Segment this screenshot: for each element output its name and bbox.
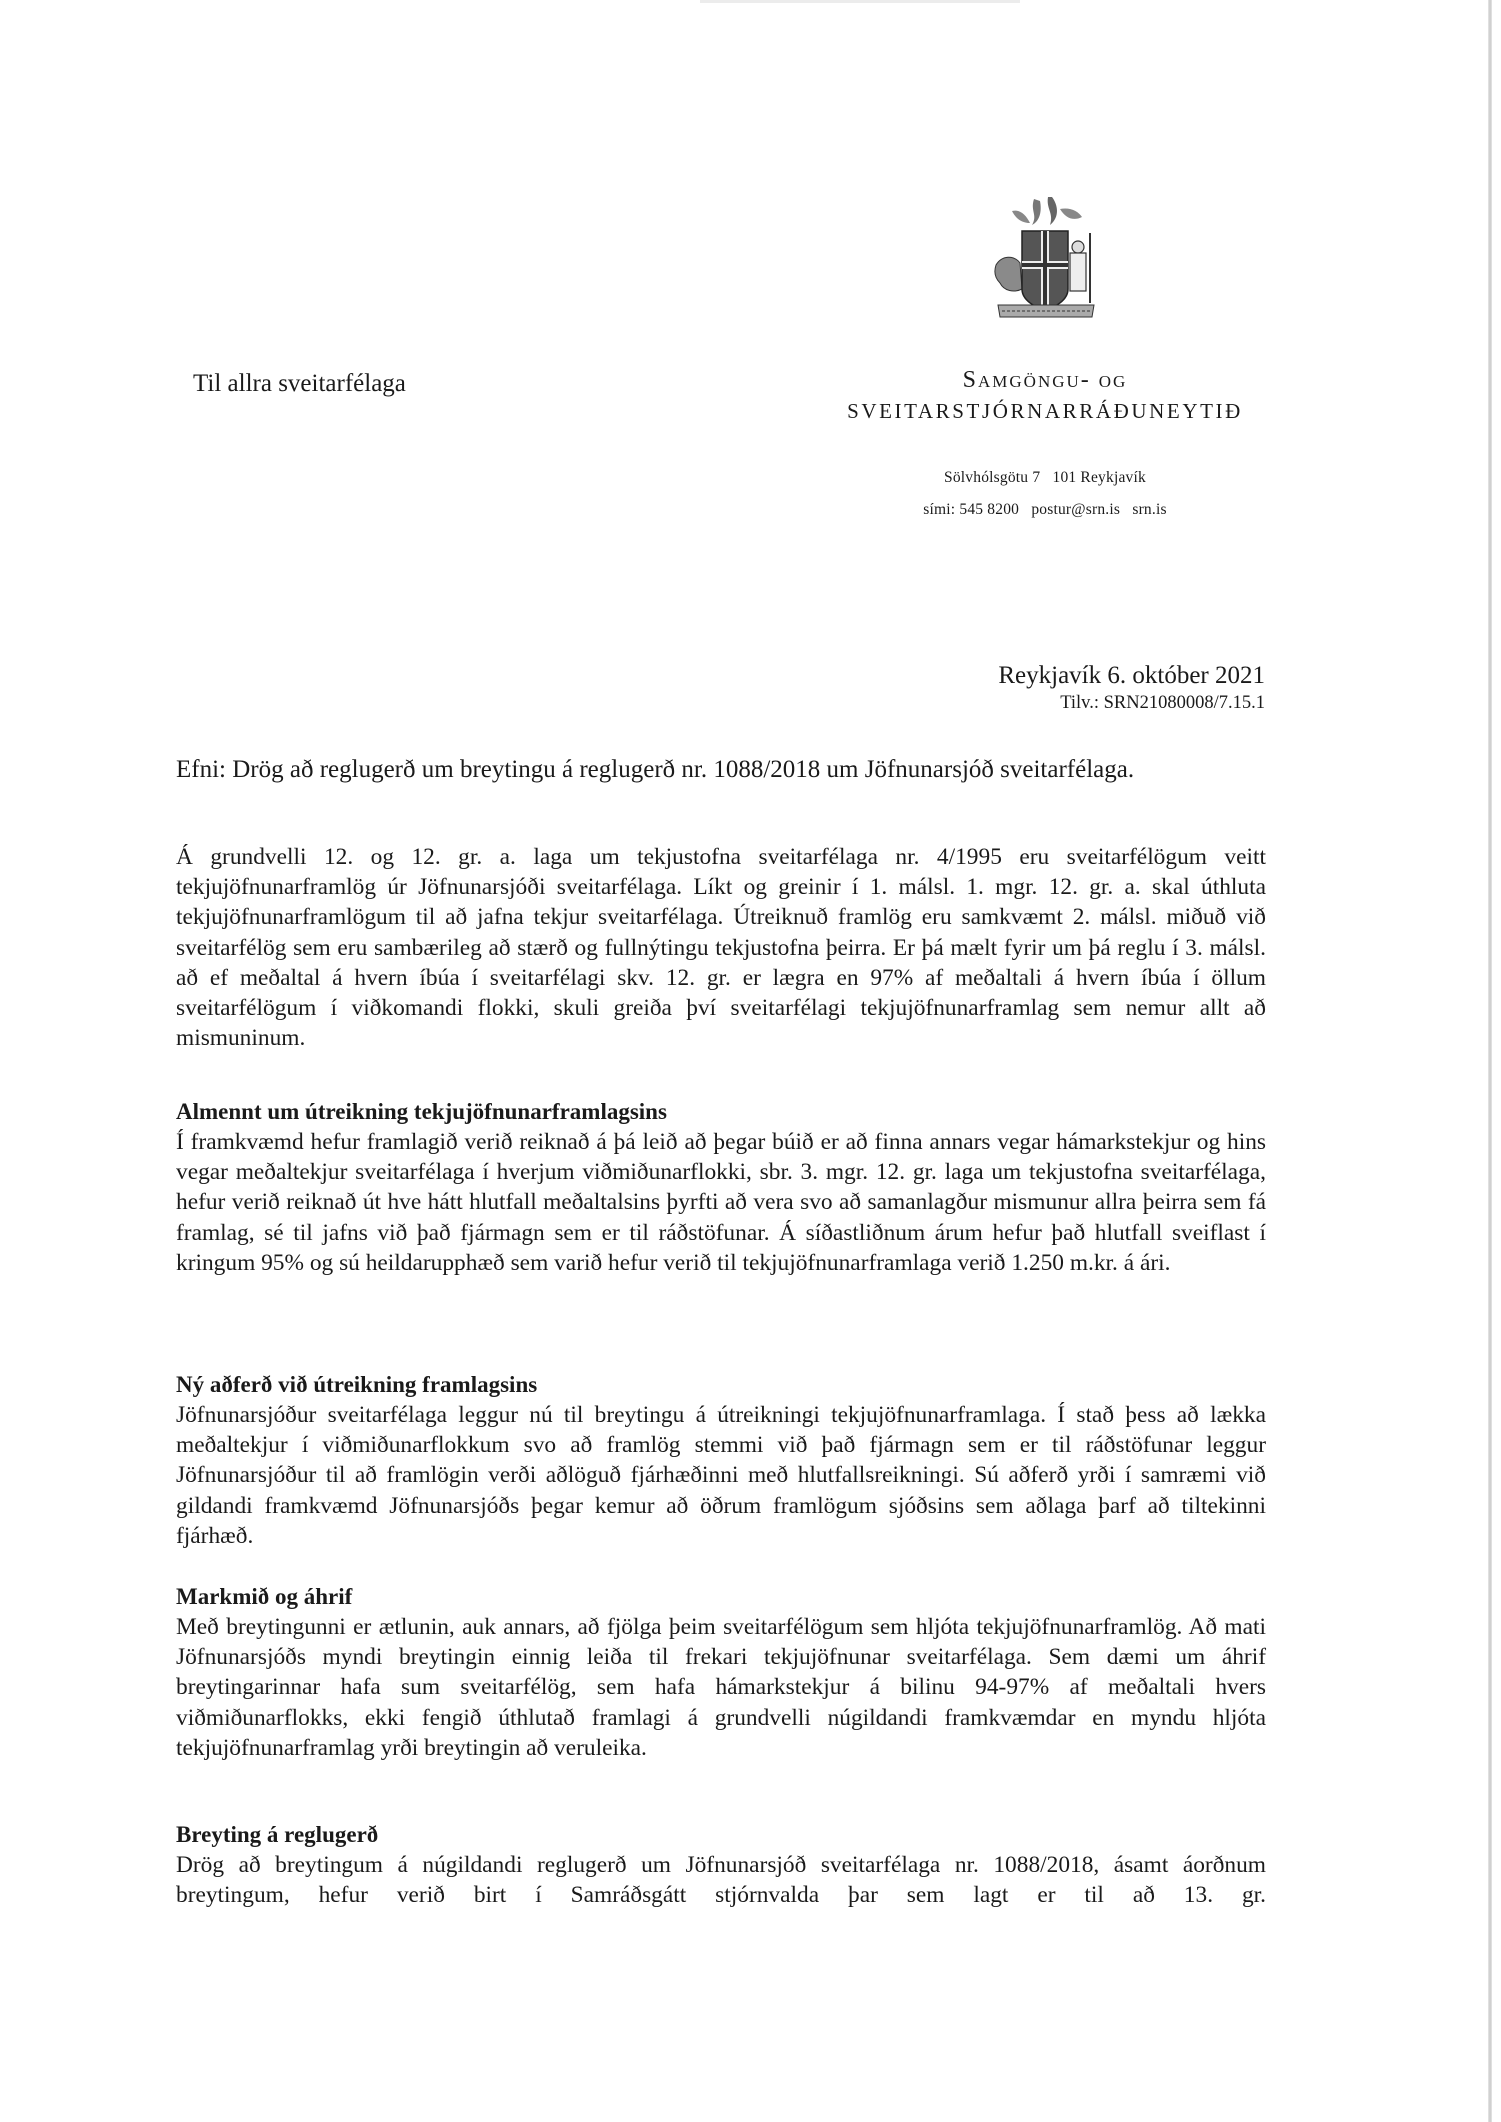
subject-line: Efni: Drög að reglugerð um breytingu á reglugerð nr. 1088/2018 um Jöfnunarsjóð sveitarfélaga. <box>176 756 1135 783</box>
ministry-name-line1: Samgöngu- og <box>962 367 1128 393</box>
section-heading: Markmið og áhrif <box>176 1584 353 1609</box>
scan-page-edge <box>1488 0 1492 2122</box>
section-heading: Ný aðferð við útreikning framlagsins <box>176 1372 538 1397</box>
ministry-address-block <box>800 462 1290 526</box>
contact-info: sími: 545 8200 postur@srn.is srn.is <box>923 501 1167 518</box>
reference-number: Tilv.: SRN21080008/7.15.1 <box>1060 693 1265 713</box>
section-text: Jöfnunarsjóður sveitarfélaga leggur nú til breytingu á útreikningi tekjujöfnunarframlaga. Í stað þess að lækka meðaltekjur í viðmiðunarflokkum svo að framlög stemmi við það fjármagn sem er til ráðstöfunar leggur Jöfnunarsjóður til að framlögin verði aðlöguð fjárhæðinni með hlutfallsreikningi. Sú aðferð yrði í samræmi við gildandi framkvæmd Jöfnunarsjóðs þegar kemur að öðrum framlögum sjóðsins sem aðlaga þarf að tiltekinni fjárhæð. <box>176 1402 1266 1549</box>
section-regulation-change <box>176 1820 1266 1910</box>
section-text: Drög að breytingum á núgildandi reglugerð um Jöfnunarsjóð sveitarfélaga nr. 1088/2018, ásamt áorðnum breytingum, hefur verið birt í Samráðsgátt stjórnvalda þar sem lagt er til að 13. gr. <box>176 1852 1266 1909</box>
section-new-method <box>176 1370 1266 1551</box>
scan-artifact-top <box>700 0 1020 3</box>
section-general-calculation <box>176 1097 1266 1278</box>
street-address: Sölvhólsgötu 7 101 Reykjavík <box>944 469 1146 486</box>
section-goals-effects <box>176 1582 1266 1763</box>
section-text: Með breytingunni er ætlunin, auk annars, að fjölga þeim sveitarfélögum sem hljóta tekjujöfnunarframlög. Að mati Jöfnunarsjóðs myndi breytingin einnig leiða til frekari tekjujöfnunar sveitarfélaga. Sem dæmi um áhrif breytingarinnar hafa sum sveitarfélög, sem hafa hámarkstekjur á bilinu 94-97% af meðaltali hvers viðmiðunarflokks, ekki fengið úthlutað framlagi á grundvelli núgildandi framkvæmdar en myndu hljóta tekjujöfnunarframlag yrði breytingin að veruleika. <box>176 1614 1266 1761</box>
section-heading: Almennt um útreikning tekjujöfnunarframlagsins <box>176 1099 667 1124</box>
section-heading: Breyting á reglugerð <box>176 1822 379 1847</box>
intro-paragraph-text: Á grundvelli 12. og 12. gr. a. laga um tekjustofna sveitarfélaga nr. 4/1995 eru sveitarfélögum veitt tekjujöfnunarframlög úr Jöfnunarsjóði sveitarfélaga. Líkt og greinir í 1. málsl. 1. mgr. 12. gr. a. skal úthluta tekjujöfnunarframlögum til að jafna tekjur sveitarfélaga. Útreiknuð framlög eru samkvæmt 2. málsl. miðuð við sveitarfélög sem eru sambærileg að stærð og fullnýtingu tekjustofna þeirra. Er þá mælt fyrir um þá reglu í 3. málsl. að ef meðaltal á hvern íbúa í sveitarfélagi skv. 12. gr. er lægra en 97% af meðaltali á hvern íbúa í öllum sveitarfélögum í viðkomandi flokki, skuli greiða því sveitarfélagi tekjujöfnunarframlag sem nemur allt að mismuninum. <box>176 844 1266 1052</box>
recipient-line: Til allra sveitarfélaga <box>193 370 406 397</box>
letter-date: Reykjavík 6. október 2021 <box>998 662 1265 689</box>
section-text: Í framkvæmd hefur framlagið verið reiknað á þá leið að þegar búið er að finna annars vegar hámarkstekjur og hins vegar meðaltekjur sveitarfélaga í hverjum viðmiðunarflokki, sbr. 3. mgr. 12. gr. laga um tekjustofna sveitarfélaga, hefur verið reiknað út hve hátt hlutfall meðaltalsins þyrfti að vera svo að samanlagður mismunur allra þeirra sem fá framlag, sé til jafns við það fjármagn sem er til ráðstöfunar. Á síðastliðnum árum hefur það hlutfall sveiflast í kringum 95% og sú heildarupphæð sem varið hefur verið til tekjujöfnunarframlaga verið 1.250 m.kr. á ári. <box>176 1129 1266 1276</box>
ministry-name <box>800 364 1290 426</box>
intro-paragraph <box>176 842 1266 1053</box>
ministry-name-line2: SVEITARSTJÓRNARRÁÐUNEYTIÐ <box>847 399 1243 423</box>
icelandic-coat-of-arms-icon <box>990 193 1102 323</box>
